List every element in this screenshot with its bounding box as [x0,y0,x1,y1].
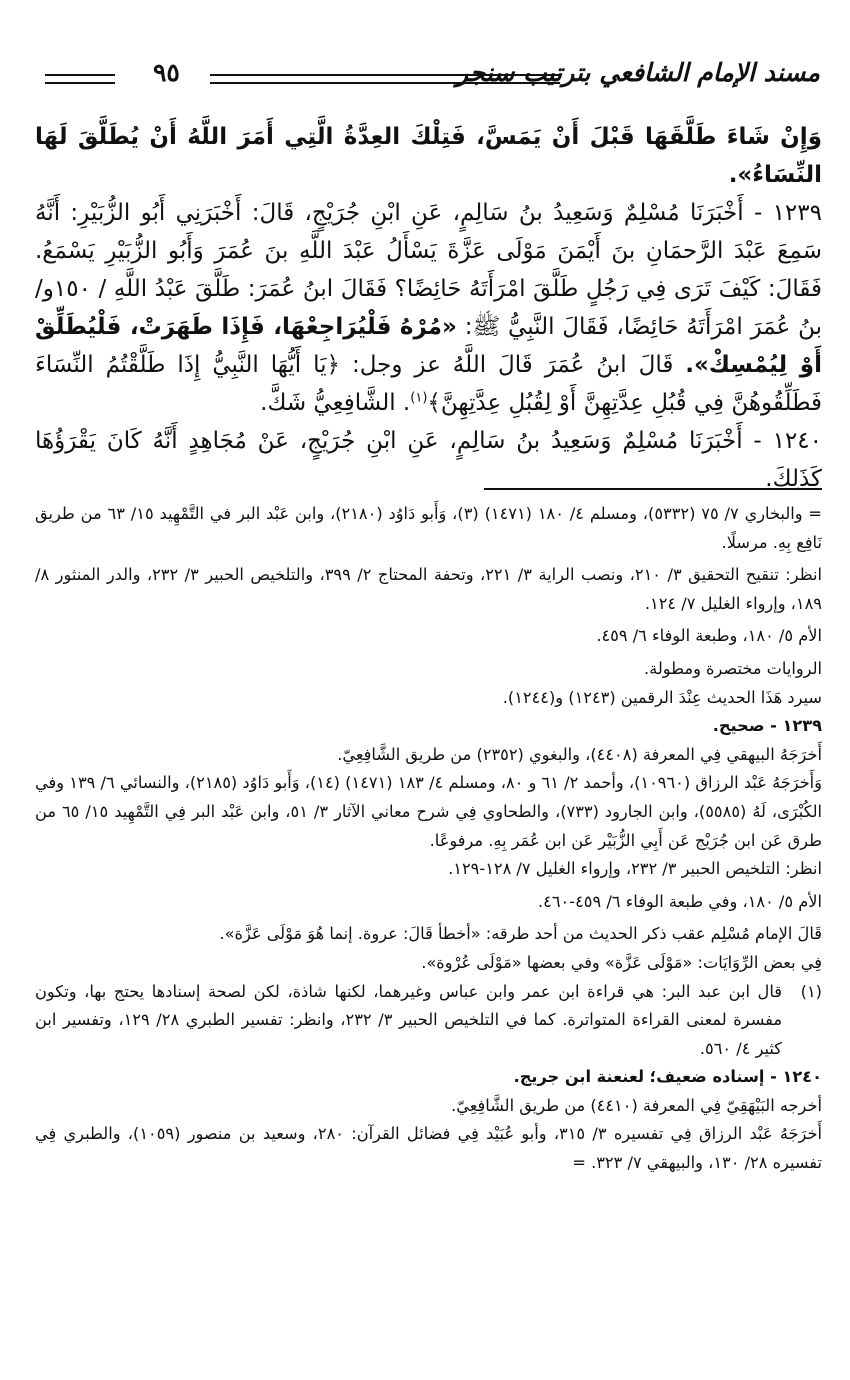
footnote-1 [35,978,822,1064]
hadith-1239-end: . الشَّافِعِيُّ شَكَّ. [260,390,411,416]
note-heading-1239: ١٢٣٩ - صحيح. [712,716,822,736]
header-rule [210,74,560,84]
note-line: فِي بعض الرِّوَايَات: «مَوْلَى عَزَّة» وفي بعضها «مَوْلَى عُرْوة». [421,952,822,972]
note-line: أَخرَجَهُ عَبْد الرزاق فِي تفسيره ٣/ ٣١٥، وأبو عُبَيْد فِي فضائل القرآن: ٢٨٠، وسعيد بن منصور (١٠٥٩)، والطبري فِي تفسيره ٢٨/ ١٣٠، والبيهقي ٧/ ٣٢٣. = [35,1124,822,1173]
page-header [45,58,820,94]
note-line: أَخرَجَهُ البيهقي فِي المعرفة (٤٤٠٨)، والبغوي (٢٣٥٢) من طريق الشَّافِعِيّ. [337,744,822,764]
hadith-continuation: وَإِنْ شَاءَ طَلَّقَهَا قَبْلَ أَنْ يَمَسَّ، فَتِلْكَ العِدَّةُ الَّتِي أَمَرَ اللَّهُ أَنْ يُطَلَّقَ لَهَا النِّسَاءُ». [35,124,822,188]
main-text [35,118,822,498]
footnote-text: قال ابن عبد البر: هي قراءة ابن عمر وابن عباس وغيرهما، لكنها شاذة، لكن لصحة إسنادها يحتج بها، وتكون مفسرة لمعنى القراءة المتواترة. كما في التلخيص الحبير ٣/ ٢٣٢، وانظر: تفسير الطبري ٢٨/ ١٢٩، وتفسير ابن كثير ٤/ ٥٦٠. [35,981,783,1058]
running-title: مسند الإمام الشافعي بترتيب سنجر [456,58,820,87]
note-line: سيرد هَذَا الحديث عِنْدَ الرقمين (١٢٤٣) و(١٢٤٤). [502,687,822,707]
note-line: الأم ٥/ ١٨٠، وطبعة الوفاء ٦/ ٤٥٩. [596,626,822,646]
note-line: أخرجه البَيْهَقِيّ فِي المعرفة (٤٤١٠) من طريق الشَّافِعِيّ. [451,1095,822,1115]
note-line: = والبخاري ٧/ ٧٥ (٥٣٣٢)، ومسلم ٤/ ١٨٠ (١٤٧١) (٣)، وَأَبو دَاوُد (٢١٨٠)، وابن عَبْد البر في التَّمْهِيد ١٥/ ٦٣ من طريق نَافِع بِهِ. مرسلًا. [35,504,822,552]
note-line: قَالَ الإمام مُسْلِم عقب ذكر الحديث من أحد طرقه: «أخطأ قَالَ: عروة. إنما هُوَ مَوْلَى عَزَّة». [219,924,822,944]
note-line: انظر: التلخيص الحبير ٣/ ٢٣٢، وإرواء الغليل ٧/ ١٢٨-١٢٩. [448,859,822,879]
note-heading-1240: ١٢٤٠ - إسناده ضعيف؛ لعنعنة ابن جريج. [513,1067,822,1087]
note-line: انظر: تنقيح التحقيق ٣/ ٢١٠، ونصب الراية ٣/ ٢٢١، وتحفة المحتاج ٢/ ٣٩٩، والتلخيص الحبير ٣/ ٢٣٢، والدر المنثور ٨/ ١٨٩، وإرواء الغليل ٧/ ١٢٤. [35,565,822,613]
page-number: ٩٥ [153,58,180,87]
hadith-1239 [35,194,822,422]
note-line: الأم ٥/ ١٨٠، وفي طبعة الوفاء ٦/ ٤٥٩-٤٦٠. [538,891,822,911]
hadith-1239-text-cont: قَالَ ابنُ عُمَرَ قَالَ اللَّهُ عز وجل: ﴿يَا أَيُّهَا النَّبِيُّ إِذَا طَلَّقْتُمُ النِّسَاءَ فَطَلِّقُوهُنَّ فِي قُبُلِ عِدَّتِهِنَّ أَوْ لِقُبُلِ عِدَّتِهِنَّ﴾ [35,352,822,416]
note-line: وَأَخرَجَهُ عَبْد الرزاق (١٠٩٦٠)، وأحمد ٢/ ٦١ و ٨٠، ومسلم ٤/ ١٨٣ (١٤٧١) (١٤)، وَأَبو دَاوُد (٢١٨٥)، والنسائي ٦/ ١٣٩ وفي الكُبْرَى، لَهُ (٥٥٨٥)، وابن الجارود (٧٣٣)، والطحاوي فِي شرح معاني الآثار ٣/ ٥١، وابن عَبْد البر فِي التَّمْهِيد ١٥/ ٦٥ من طرق عَن ابن جُرَيْج عَن أَبِي الزُّبَيْر عَن ابن عُمَر بِهِ. مرفوعًا. [35,773,823,850]
hadith-1239-text: ١٢٣٩ - أَخْبَرَنَا مُسْلِمٌ وَسَعِيدُ بنُ سَالِمٍ، عَنِ ابْنِ جُرَيْجٍ، قَالَ: أَخْبَرَنِي أَبُو الزُّبَيْرِ: أَنَّهُ سَمِعَ عَبْدَ الرَّحمَانِ بنَ أَيْمَنَ مَوْلَى عَزَّةَ يَسْأَلُ عَبْدَ اللَّهِ بنَ عُمَرَ وَأَبُو الزُّبَيْرِ يَسْمَعُ. فَقَالَ: كَيْفَ تَرَى فِي رَجُلٍ طَلَّقَ امْرَأَتَهُ حَائِضًا؟ فَقَالَ ابنُ عُمَرَ: طَلَّقَ عَبْدُ اللَّهِ / ١٥٠و/ بنُ عُمَرَ امْرَأَتَهُ حَائِضًا، فَقَالَ النَّبِيُّ ﷺ: [35,200,822,340]
hadith-1240: ١٢٤٠ - أَخْبَرَنَا مُسْلِمٌ وَسَعِيدُ بنُ سَالِمٍ، عَنِ ابْنِ جُرَيْجٍ، عَنْ مُجَاهِدٍ أَنَّهُ كَانَ يَقْرَؤُهَا كَذَلِكَ. [35,428,822,492]
prophet-quote: «مُرْهُ فَلْيُرَاجِعْهَا، فَإِذَا طَهَرَتْ، فَلْيُطَلِّقْ أَوْ لِيُمْسِكْ». [35,314,822,378]
footnote-divider [484,488,822,490]
footnotes [35,500,822,1178]
note-line: الروايات مختصرة ومطولة. [644,658,822,678]
footnote-ref: (١) [410,390,428,406]
footnote-number: (١) [800,981,822,1001]
header-rule-short [45,74,115,84]
